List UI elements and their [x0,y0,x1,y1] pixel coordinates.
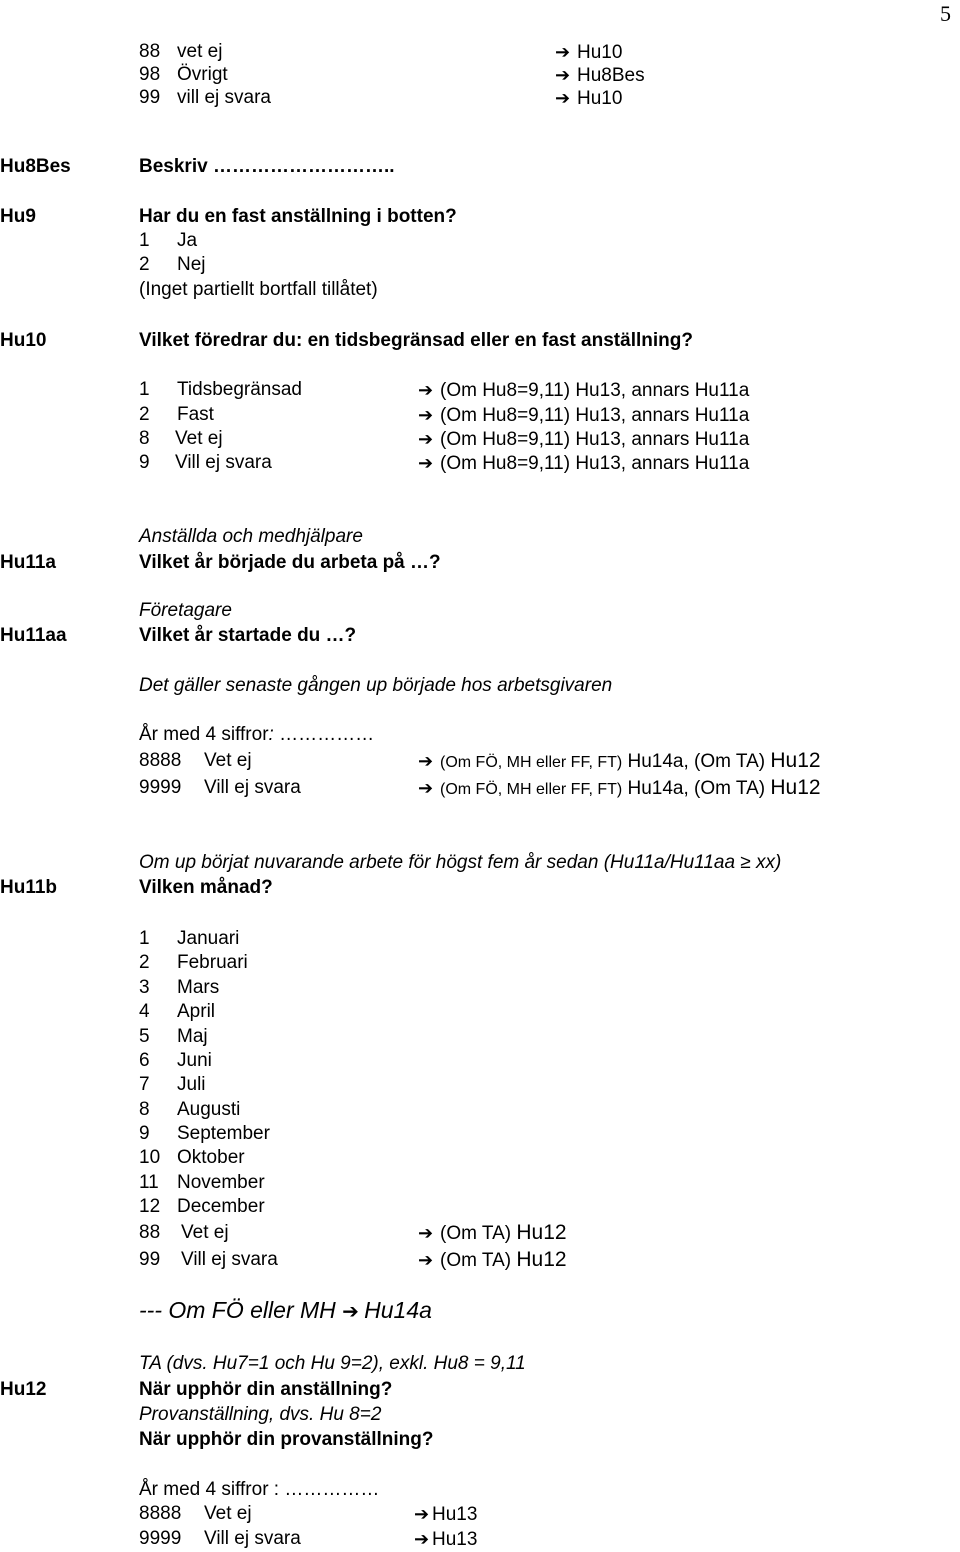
skip-instruction: --- Om FÖ eller MH ➔ Hu14a [139,1297,432,1323]
question-id: Hu10 [0,330,47,351]
option-target: ➔ (Om Hu8=9,11) Hu13, annars Hu11a [418,453,750,474]
question-note: Det gäller senaste gången up började hos arbetsgivaren [139,675,613,696]
option-code: 9 [139,452,150,473]
option-label: vet ej [177,41,223,62]
arrow-right-icon: ➔ [342,1301,359,1323]
option-label: Övrigt [177,64,228,85]
arrow-right-icon: ➔ [418,1250,434,1270]
option-label: Ja [177,230,198,251]
option-label: Vill ej svara [175,452,272,473]
option-label: April [177,1001,216,1022]
option-label: Maj [177,1026,208,1047]
option-label: Februari [177,952,248,973]
arrow-right-icon: ➔ [418,751,434,771]
option-target: ➔ Hu13 [414,1529,478,1550]
option-code: 4 [139,1001,150,1022]
arrow-right-icon: ➔ [555,88,571,108]
option-label: Juli [177,1074,206,1095]
option-label: Nej [177,254,206,275]
option-code: 99 [139,87,161,108]
option-code: 8 [139,1099,150,1120]
question-intro: Anställda och medhjälpare [139,526,363,547]
question-condition: Om up börjat nuvarande arbete för högst fem år sedan (Hu11a/Hu11aa ≥ xx) [139,852,782,873]
option-target: ➔ Hu10 [555,88,623,109]
option-target: ➔ (Om Hu8=9,11) Hu13, annars Hu11a [418,380,750,401]
option-label: Fast [177,404,214,425]
option-code: 1 [139,230,150,251]
option-code: 12 [139,1196,161,1217]
question-id: Hu11b [0,877,58,898]
option-target: ➔ (Om TA) Hu12 [418,1221,567,1244]
option-code: 11 [139,1172,159,1193]
arrow-right-icon: ➔ [414,1504,430,1524]
question-text: Har du en fast anställning i botten? [139,206,457,227]
option-target: ➔ (Om TA) Hu12 [418,1248,567,1271]
option-label: Vill ej svara [204,777,301,798]
option-code: 8888 [139,1503,182,1524]
question-text: Vilken månad? [139,877,273,898]
option-code: 6 [139,1050,150,1071]
page-number: 5 [940,1,951,26]
option-label: December [177,1196,265,1217]
option-code: 3 [139,977,150,998]
option-label: Vet ej [204,1503,252,1524]
question-id: Hu9 [0,206,36,227]
option-code: 9999 [139,1528,182,1549]
option-label: Augusti [177,1099,241,1120]
option-label: Oktober [177,1147,245,1168]
option-label: Mars [177,977,220,998]
arrow-right-icon: ➔ [418,1223,434,1243]
arrow-right-icon: ➔ [555,42,571,62]
option-target: ➔ Hu10 [555,42,623,63]
option-label: Juni [177,1050,212,1071]
option-label: Vet ej [181,1222,229,1243]
year-prompt: År med 4 siffror : …………… [139,1479,380,1500]
question-text: När upphör din provanställning? [139,1429,434,1450]
option-code: 8888 [139,750,182,771]
option-code: 2 [139,404,150,425]
option-code: 8 [139,428,150,449]
arrow-right-icon: ➔ [414,1529,430,1549]
question-text: När upphör din anställning? [139,1379,393,1400]
option-code: 2 [139,952,150,973]
question-text: Vilket år startade du …? [139,625,357,646]
option-code: 9 [139,1123,150,1144]
question-condition: Provanställning, dvs. Hu 8=2 [139,1404,382,1425]
option-code: 9999 [139,777,182,798]
option-label: Januari [177,928,240,949]
option-code: 1 [139,379,150,400]
question-text: Vilket föredrar du: en tidsbegränsad eller en fast anställning? [139,330,693,351]
option-code: 5 [139,1026,150,1047]
question-id: Hu11a [0,552,56,573]
arrow-right-icon: ➔ [418,778,434,798]
option-target: ➔ (Om Hu8=9,11) Hu13, annars Hu11a [418,405,750,426]
option-label: September [177,1123,270,1144]
option-code: 98 [139,64,161,85]
arrow-right-icon: ➔ [555,65,571,85]
option-target: ➔ (Om FÖ, MH eller FF, FT) Hu14a, (Om TA) Hu12 [418,749,821,772]
option-label: Tidsbegränsad [177,379,302,400]
option-code: 1 [139,928,150,949]
option-label: November [177,1172,265,1193]
option-code: 99 [139,1249,161,1270]
option-label: Vet ej [175,428,223,449]
arrow-right-icon: ➔ [418,405,434,425]
option-code: 10 [139,1147,161,1168]
option-target: ➔ Hu13 [414,1504,478,1525]
option-label: Vill ej svara [181,1249,278,1270]
option-label: Vet ej [204,750,252,771]
option-code: 2 [139,254,150,275]
question-note: (Inget partiellt bortfall tillåtet) [139,279,378,300]
question-text: Beskriv ……………………….. [139,156,395,177]
arrow-right-icon: ➔ [418,429,434,449]
option-code: 88 [139,1222,161,1243]
option-target: ➔ (Om Hu8=9,11) Hu13, annars Hu11a [418,429,750,450]
option-target: ➔ Hu8Bes [555,65,645,86]
answer-blank: …………… [284,1479,380,1500]
option-label: Vill ej svara [204,1528,301,1549]
question-id: Hu8Bes [0,156,71,177]
question-condition: TA (dvs. Hu7=1 och Hu 9=2), exkl. Hu8 = 9,11 [139,1353,526,1374]
question-intro: Företagare [139,600,232,621]
question-id: Hu11aa [0,625,67,646]
option-code: 7 [139,1074,150,1095]
question-text: Vilket år började du arbeta på …? [139,552,441,573]
option-target: ➔ (Om FÖ, MH eller FF, FT) Hu14a, (Om TA) Hu12 [418,776,821,799]
year-prompt: År med 4 siffror: …………… [139,724,375,745]
question-id: Hu12 [0,1379,47,1400]
option-label: vill ej svara [177,87,271,108]
option-code: 88 [139,41,161,62]
arrow-right-icon: ➔ [418,453,434,473]
answer-blank: …………… [279,724,375,745]
arrow-right-icon: ➔ [418,380,434,400]
